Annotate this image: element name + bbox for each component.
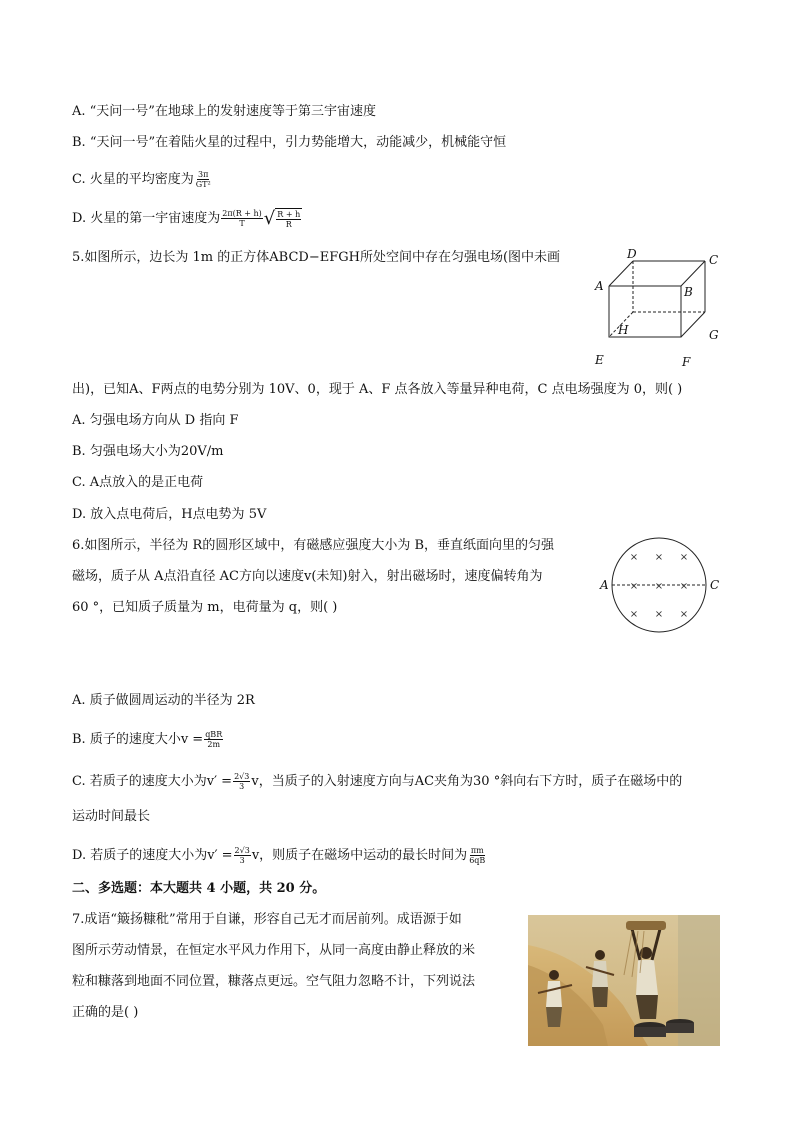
field-mark: × bbox=[679, 552, 689, 563]
q6-stem-line3: 60 °，已知质子质量为 m，电荷量为 q，则( ) bbox=[72, 600, 338, 615]
density-fraction: $\frac{3\pi}{\text{GT²}}$ bbox=[195, 170, 211, 189]
q5-stem-line2: 出)，已知A、F两点的电势分别为 10V、0，现于 A、F 点各放入等量异种电荷，C 点电场强度为 0，则( ) bbox=[72, 382, 683, 397]
label-a: A bbox=[600, 578, 609, 592]
field-mark: × bbox=[679, 581, 689, 592]
q5-option-a: A. 匀强电场方向从 D 指向 F bbox=[72, 413, 239, 428]
q4-option-c: C. 火星的平均密度为 $\frac{3\pi}{\text{GT²}}$ bbox=[72, 170, 211, 189]
velocity-fraction: $\frac{2\pi(R + h)}{T}$ bbox=[222, 209, 262, 228]
q6-option-c: C. 若质子的速度大小为v′ = $\frac{2√3}{3}$ v，当质子的入射速度方向与AC夹角为30 °斜向右下方时，质子在磁场中的 bbox=[72, 772, 683, 791]
label-h: H bbox=[618, 323, 629, 337]
q5-option-c: C. A点放入的是正电荷 bbox=[72, 475, 204, 490]
q7-stem-line1: 7.成语“簸扬糠秕”常用于自谦，形容自己无才而居前列。成语源于如 bbox=[72, 912, 462, 927]
q4-option-d: D. 火星的第一宇宙速度为 $\frac{2\pi(R + h)}{T}$ √ $\frac{R + h}{R}$ bbox=[72, 207, 301, 229]
q7-stem-line2: 图所示劳动情景，在恒定水平风力作用下，从同一高度由静止释放的米 bbox=[72, 943, 476, 958]
field-mark: × bbox=[679, 609, 689, 620]
cube-edge-cb bbox=[681, 261, 705, 286]
magnetic-field-figure bbox=[598, 535, 728, 637]
label-f: F bbox=[682, 355, 691, 369]
label-d: D bbox=[627, 247, 637, 261]
q6-option-c-line2: 运动时间最长 bbox=[72, 809, 151, 824]
field-mark: × bbox=[629, 552, 639, 563]
q5-stem-line1: 5.如图所示，边长为 1m 的正方体ABCD−EFGH所处空间中存在匀强电场(图中未画 bbox=[72, 250, 561, 265]
q4-option-a: A. “天问一号”在地球上的发射速度等于第三宇宙速度 bbox=[72, 104, 376, 119]
label-g: G bbox=[709, 328, 719, 342]
sqrt-expression: √ $\frac{R + h}{R}$ bbox=[263, 207, 301, 229]
field-mark: × bbox=[654, 552, 664, 563]
q5-option-d: D. 放入点电荷后，H点电势为 5V bbox=[72, 507, 267, 522]
q6-option-b: B. 质子的速度大小v = $\frac{\text{qBR}}{2m}$ bbox=[72, 730, 223, 749]
label-a: A bbox=[595, 279, 604, 293]
cube-edge-gf bbox=[681, 312, 705, 337]
cube-edge-da bbox=[609, 261, 633, 286]
section-heading: 二、多选题：本大题共 4 小题，共 20 分。 bbox=[72, 881, 326, 896]
label-c: C bbox=[710, 578, 720, 592]
q7-stem-line4: 正确的是( ) bbox=[72, 1005, 139, 1020]
field-mark: × bbox=[629, 581, 639, 592]
winnowing-illustration bbox=[528, 915, 720, 1046]
q6-stem-line1: 6.如图所示，半径为 R的圆形区域中，有磁感应强度大小为 B，垂直纸面向里的匀强 bbox=[72, 538, 555, 553]
cube-figure bbox=[588, 245, 728, 370]
q5-option-b: B. 匀强电场大小为20V/m bbox=[72, 444, 224, 459]
q6-stem-line2: 磁场，质子从 A点沿直径 AC方向以速度v(未知)射入，射出磁场时，速度偏转角为 bbox=[72, 569, 543, 584]
q7-stem-line3: 粒和糠落到地面不同位置，糠落点更远。空气阻力忽略不计，下列说法 bbox=[72, 974, 476, 989]
label-e: E bbox=[595, 353, 604, 367]
field-mark: × bbox=[654, 609, 664, 620]
q4-option-b: B. “天问一号”在着陆火星的过程中，引力势能增大，动能减少，机械能守恒 bbox=[72, 135, 507, 150]
field-mark: × bbox=[654, 581, 664, 592]
field-mark: × bbox=[629, 609, 639, 620]
label-c: C bbox=[709, 253, 719, 267]
label-b: B bbox=[684, 285, 693, 299]
q6-option-d: D. 若质子的速度大小为v′ = $\frac{2√3}{3}$ v，则质子在磁场中运动的最长时间为 $\frac{\pi m}{6qB}$ bbox=[72, 846, 486, 865]
q6-option-a: A. 质子做圆周运动的半径为 2R bbox=[72, 693, 255, 708]
